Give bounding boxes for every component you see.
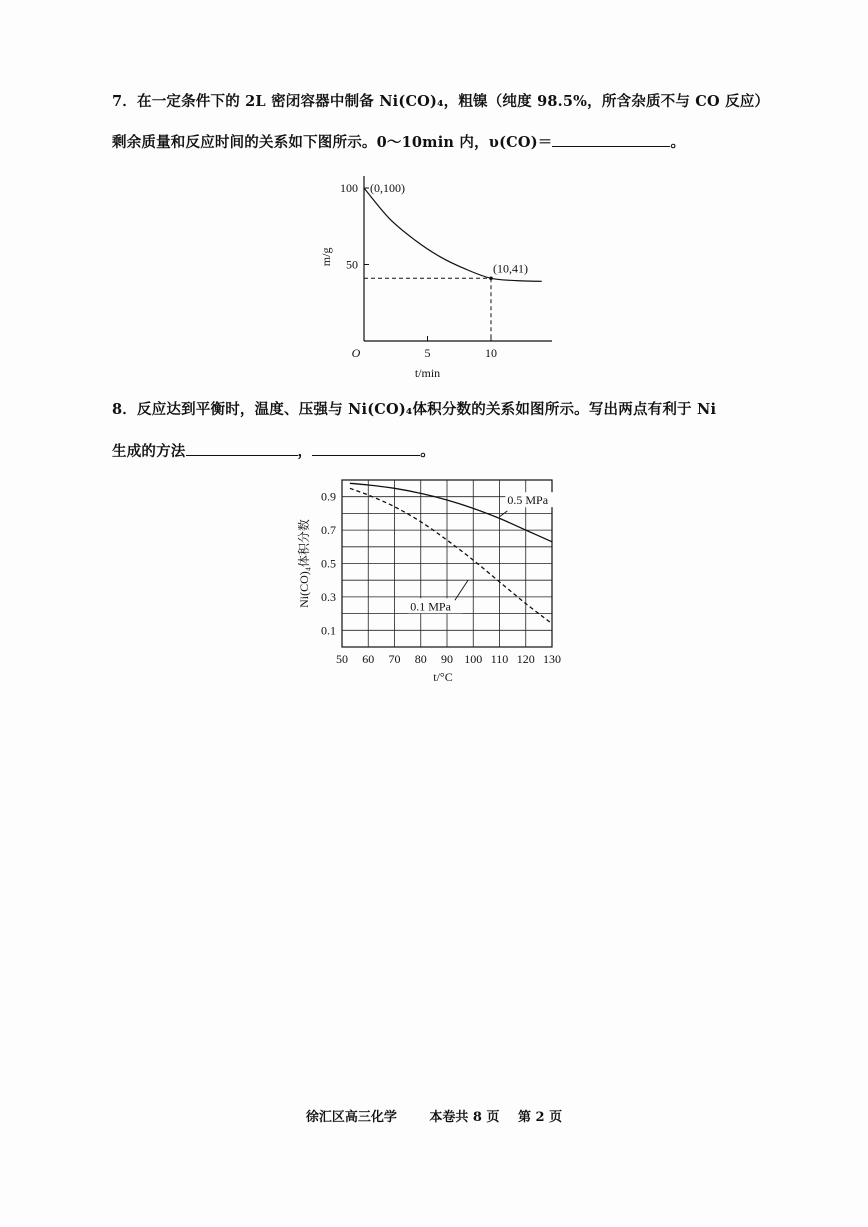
q8-line-2 — [112, 440, 435, 461]
q7-answer-blank[interactable] — [552, 132, 670, 147]
x-tick-label: 110 — [490, 652, 509, 666]
x-tick-label: 80 — [414, 652, 427, 666]
q8-answer-blank-1[interactable] — [186, 441, 298, 456]
annotation-end: (10,41) — [493, 261, 528, 276]
footer-school: 徐汇区高三化学 — [305, 1110, 397, 1125]
x-axis-label: t/°C — [433, 670, 453, 684]
footer-pages: 本卷共 8 页 — [429, 1110, 500, 1125]
mass-time-chart — [300, 168, 570, 383]
y-tick-label: 0.9 — [321, 489, 336, 504]
q7-line-1 — [112, 90, 769, 111]
fraction-temperature-chart-svg — [290, 472, 580, 692]
origin-label: O — [351, 346, 361, 360]
y-tick-label: 100 — [340, 181, 358, 195]
x-tick-label: 10 — [485, 346, 497, 360]
leader-0-5-mpa — [500, 511, 508, 517]
y-tick-label: 50 — [346, 257, 358, 272]
x-tick-label: 60 — [362, 652, 375, 666]
y-tick-label: 0.5 — [321, 556, 336, 571]
point-10-41 — [489, 276, 493, 280]
q8-comma: ， — [297, 443, 313, 460]
q8-answer-blank-2[interactable] — [312, 441, 420, 456]
x-tick-label: 5 — [424, 346, 431, 360]
x-tick-label: 70 — [388, 652, 401, 666]
y-axis-label: m/g — [319, 247, 333, 267]
x-tick-label: 90 — [441, 652, 453, 666]
q7-line-2 — [112, 131, 685, 152]
q7-text-2-end: 。 — [670, 134, 686, 151]
x-tick-label: 130 — [543, 652, 561, 666]
series-label-0-5-mpa: 0.5 MPa — [507, 493, 549, 508]
series-label-0-1-mpa: 0.1 MPa — [410, 599, 451, 614]
q8-text-1: 8．反应达到平衡时，温度、压强与 Ni(CO)₄体积分数的关系如图所示。写出两点有利于 Ni — [112, 401, 717, 418]
fraction-temperature-chart — [290, 472, 580, 692]
mass-time-chart-svg — [300, 168, 570, 383]
footer-page-no: 第 2 页 — [518, 1110, 563, 1125]
y-tick-label: 0.3 — [321, 589, 336, 604]
y-axis-label: Ni(CO)₄体积分数 — [297, 519, 311, 608]
x-tick-label: 100 — [464, 652, 483, 666]
q8-line-1 — [112, 398, 716, 419]
q7-text-2: 剩余质量和反应时间的关系如下图所示。0～10min 内，υ(CO)＝ — [112, 134, 553, 151]
x-tick-label: 50 — [336, 652, 348, 666]
y-tick-label: 0.1 — [321, 623, 336, 638]
page-footer — [0, 1106, 868, 1125]
x-axis-label: t/min — [414, 366, 441, 380]
q8-text-2-end: 。 — [420, 443, 435, 460]
x-tick-label: 120 — [516, 652, 535, 666]
q8-text-2: 生成的方法 — [112, 443, 186, 460]
annotation-start: (0,100) — [370, 181, 405, 195]
y-tick-label: 0.7 — [321, 523, 336, 538]
series-0-5-mpa-line — [350, 483, 552, 542]
q7-text-1: 7．在一定条件下的 2L 密闭容器中制备 Ni(CO)₄，粗镍（纯度 98.5%，所含杂质不与 CO 反应） — [112, 93, 770, 110]
